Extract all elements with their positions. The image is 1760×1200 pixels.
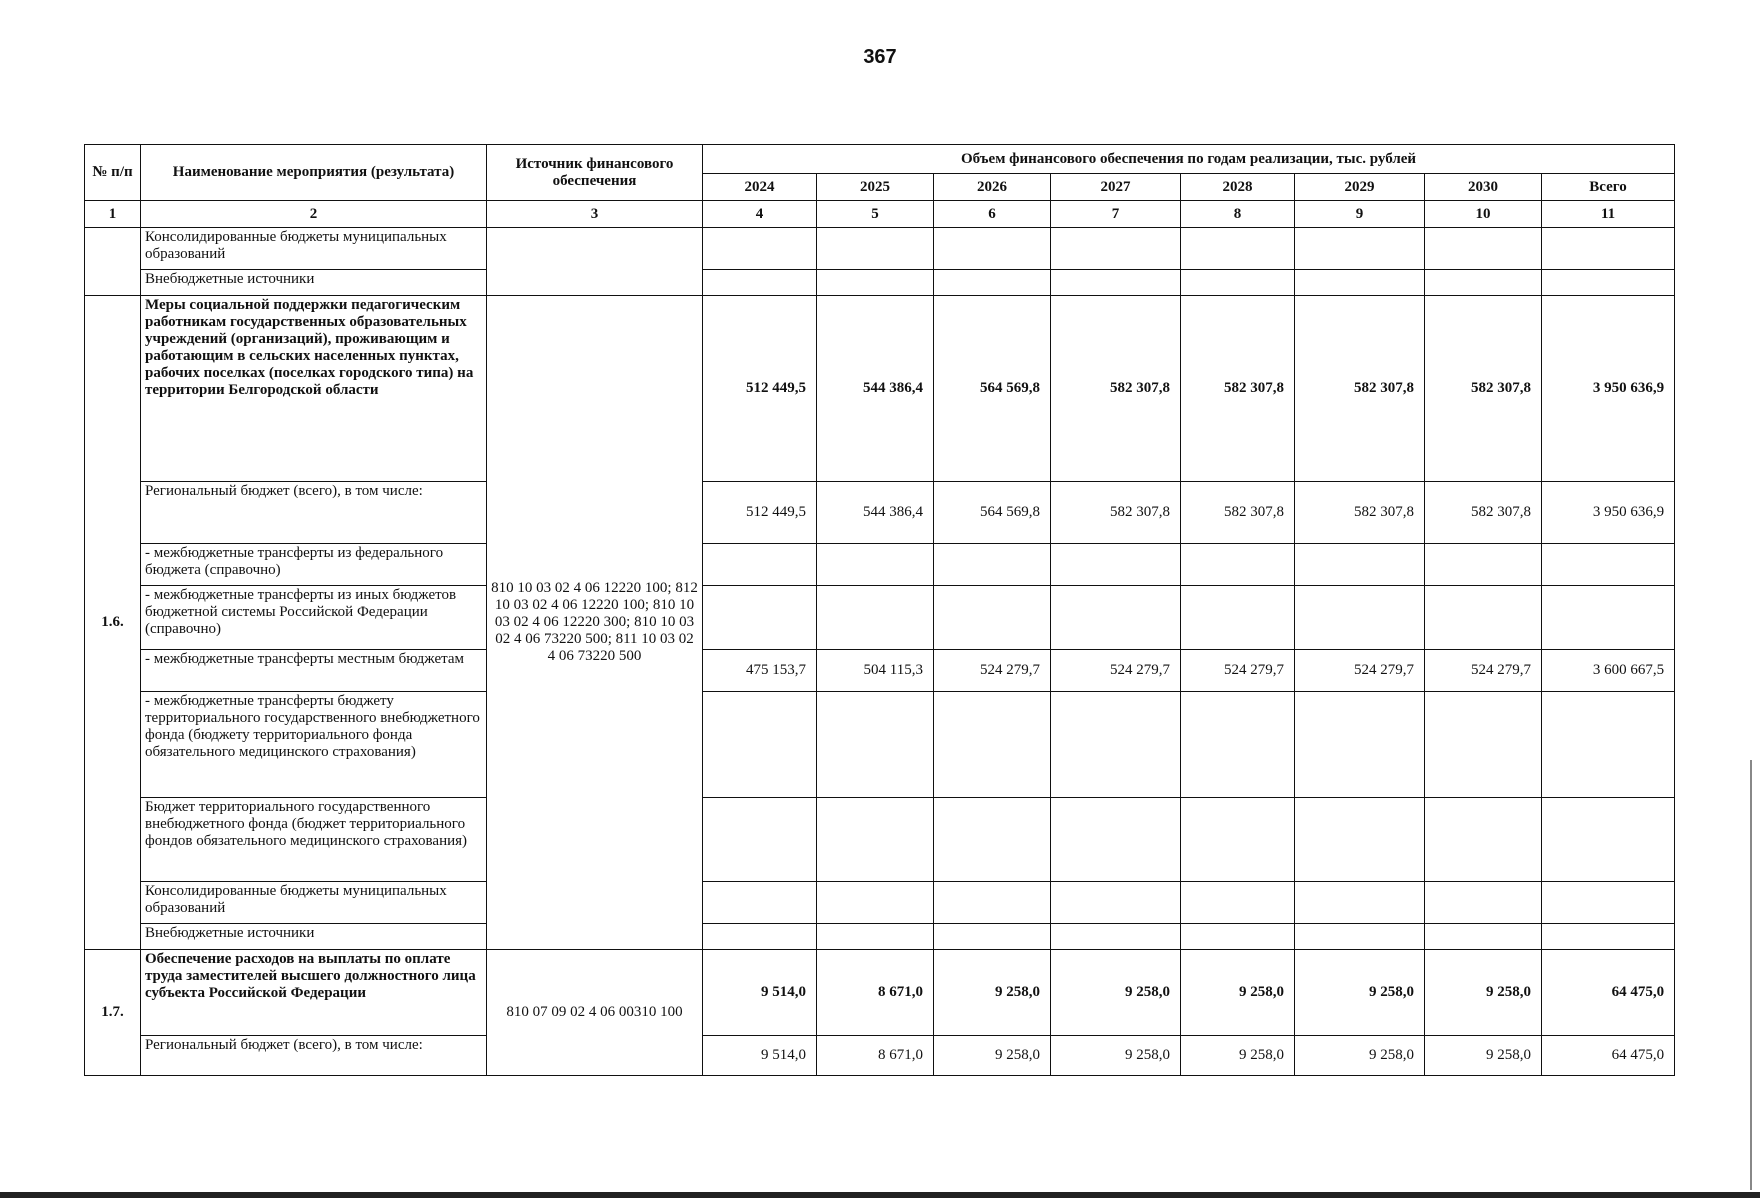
row-name: - межбюджетные трансферты из федерального бюджета (справочно) xyxy=(141,544,487,586)
value-cell: 9 258,0 xyxy=(1295,1036,1425,1076)
header-total: Всего xyxy=(1542,174,1675,201)
col-number: 11 xyxy=(1542,201,1675,228)
value-cell: 564 569,8 xyxy=(934,482,1051,544)
financing-table xyxy=(84,144,1675,1076)
source-code: 810 07 09 02 4 06 00310 100 xyxy=(487,950,703,1076)
col-number: 9 xyxy=(1295,201,1425,228)
value-cell: 9 258,0 xyxy=(934,950,1051,1036)
table-row xyxy=(85,296,1675,482)
value-cell: 582 307,8 xyxy=(1181,482,1295,544)
value-cell: 9 514,0 xyxy=(703,950,817,1036)
row-name: - межбюджетные трансферты из иных бюджетов бюджетной системы Российской Федерации (справочно) xyxy=(141,586,487,650)
value-cell: 9 258,0 xyxy=(1181,1036,1295,1076)
table-row xyxy=(85,950,1675,1036)
col-number: 7 xyxy=(1051,201,1181,228)
value-cell: 524 279,7 xyxy=(934,650,1051,692)
table-row xyxy=(85,228,1675,270)
row-name: Меры социальной поддержки педагогическим работникам государственных образовательных учреждений (организаций), проживающим и работающим в сельских населенных пунктах, рабочих поселках (поселках городского типа) на территории Белгородской области xyxy=(141,296,487,482)
value-cell: 582 307,8 xyxy=(1295,482,1425,544)
row-number: 1.6. xyxy=(85,296,141,950)
source-code: 810 10 03 02 4 06 12220 100; 812 10 03 02 4 06 12220 100; 810 10 03 02 4 06 12220 300; 810 10 03 02 4 06 73220 500; 811 10 03 02 4 06 73220 500 xyxy=(487,296,703,950)
table-row xyxy=(85,924,1675,950)
table-row xyxy=(85,882,1675,924)
value-cell: 9 514,0 xyxy=(703,1036,817,1076)
header-name: Наименование мероприятия (результата) xyxy=(141,145,487,201)
header-year: 2025 xyxy=(817,174,934,201)
table-row xyxy=(85,482,1675,544)
value-cell: 3 950 636,9 xyxy=(1542,296,1675,482)
value-cell: 524 279,7 xyxy=(1425,650,1542,692)
table-row xyxy=(85,692,1675,798)
row-name: Региональный бюджет (всего), в том числе: xyxy=(141,1036,487,1076)
num-cell xyxy=(85,228,141,296)
source-cell xyxy=(487,228,703,296)
value-cell: 524 279,7 xyxy=(1181,650,1295,692)
header-source: Источник финансового обеспечения xyxy=(487,145,703,201)
value-cell: 544 386,4 xyxy=(817,296,934,482)
header-year: 2030 xyxy=(1425,174,1542,201)
table-row xyxy=(85,544,1675,586)
row-name: - межбюджетные трансферты бюджету территориального государственного внебюджетного фонда (бюджету территориального фонда обязательного медицинского страхования) xyxy=(141,692,487,798)
value-cell: 544 386,4 xyxy=(817,482,934,544)
row-number: 1.7. xyxy=(85,950,141,1076)
value-cell: 582 307,8 xyxy=(1051,296,1181,482)
header-year: 2027 xyxy=(1051,174,1181,201)
row-name: Внебюджетные источники xyxy=(141,270,487,296)
header-year: 2026 xyxy=(934,174,1051,201)
value-cell: 8 671,0 xyxy=(817,950,934,1036)
header-volume: Объем финансового обеспечения по годам реализации, тыс. рублей xyxy=(703,145,1675,174)
table-row xyxy=(85,650,1675,692)
header-year: 2029 xyxy=(1295,174,1425,201)
value-cell: 504 115,3 xyxy=(817,650,934,692)
value-cell: 582 307,8 xyxy=(1425,296,1542,482)
value-cell: 582 307,8 xyxy=(1425,482,1542,544)
value-cell: 582 307,8 xyxy=(1295,296,1425,482)
col-number: 4 xyxy=(703,201,817,228)
value-cell: 9 258,0 xyxy=(1051,950,1181,1036)
value-cell: 64 475,0 xyxy=(1542,950,1675,1036)
value-cell: 9 258,0 xyxy=(1425,950,1542,1036)
col-number: 6 xyxy=(934,201,1051,228)
value-cell: 524 279,7 xyxy=(1295,650,1425,692)
value-cell: 512 449,5 xyxy=(703,296,817,482)
value-cell: 9 258,0 xyxy=(1295,950,1425,1036)
value-cell: 64 475,0 xyxy=(1542,1036,1675,1076)
row-name: Бюджет территориального государственного внебюджетного фонда (бюджет территориального фондов обязательного медицинского страхования) xyxy=(141,798,487,882)
value-cell: 9 258,0 xyxy=(1425,1036,1542,1076)
row-name: Обеспечение расходов на выплаты по оплате труда заместителей высшего должностного лица субъекта Российской Федерации xyxy=(141,950,487,1036)
table-row xyxy=(85,798,1675,882)
value-cell: 9 258,0 xyxy=(1181,950,1295,1036)
col-number: 5 xyxy=(817,201,934,228)
col-number: 2 xyxy=(141,201,487,228)
col-number: 8 xyxy=(1181,201,1295,228)
col-number: 1 xyxy=(85,201,141,228)
row-name: Консолидированные бюджеты муниципальных образований xyxy=(141,882,487,924)
value-cell: 9 258,0 xyxy=(934,1036,1051,1076)
header-num: № п/п xyxy=(85,145,141,201)
value-cell: 582 307,8 xyxy=(1181,296,1295,482)
row-name: Консолидированные бюджеты муниципальных образований xyxy=(141,228,487,270)
table-row xyxy=(85,1036,1675,1076)
value-cell: 564 569,8 xyxy=(934,296,1051,482)
page-number: 367 xyxy=(863,46,897,68)
col-number: 3 xyxy=(487,201,703,228)
table-row xyxy=(85,586,1675,650)
value-cell: 3 950 636,9 xyxy=(1542,482,1675,544)
value-cell: 8 671,0 xyxy=(817,1036,934,1076)
value-cell: 475 153,7 xyxy=(703,650,817,692)
row-name: - межбюджетные трансферты местным бюджетам xyxy=(141,650,487,692)
scan-edge-line xyxy=(1750,760,1752,1190)
value-cell: 524 279,7 xyxy=(1051,650,1181,692)
col-number: 10 xyxy=(1425,201,1542,228)
value-cell: 512 449,5 xyxy=(703,482,817,544)
value-cell: 582 307,8 xyxy=(1051,482,1181,544)
table-row xyxy=(85,270,1675,296)
value-cell: 9 258,0 xyxy=(1051,1036,1181,1076)
header-year: 2028 xyxy=(1181,174,1295,201)
row-name: Региональный бюджет (всего), в том числе: xyxy=(141,482,487,544)
value-cell: 3 600 667,5 xyxy=(1542,650,1675,692)
header-year: 2024 xyxy=(703,174,817,201)
row-name: Внебюджетные источники xyxy=(141,924,487,950)
scan-bottom-edge xyxy=(0,1192,1760,1198)
